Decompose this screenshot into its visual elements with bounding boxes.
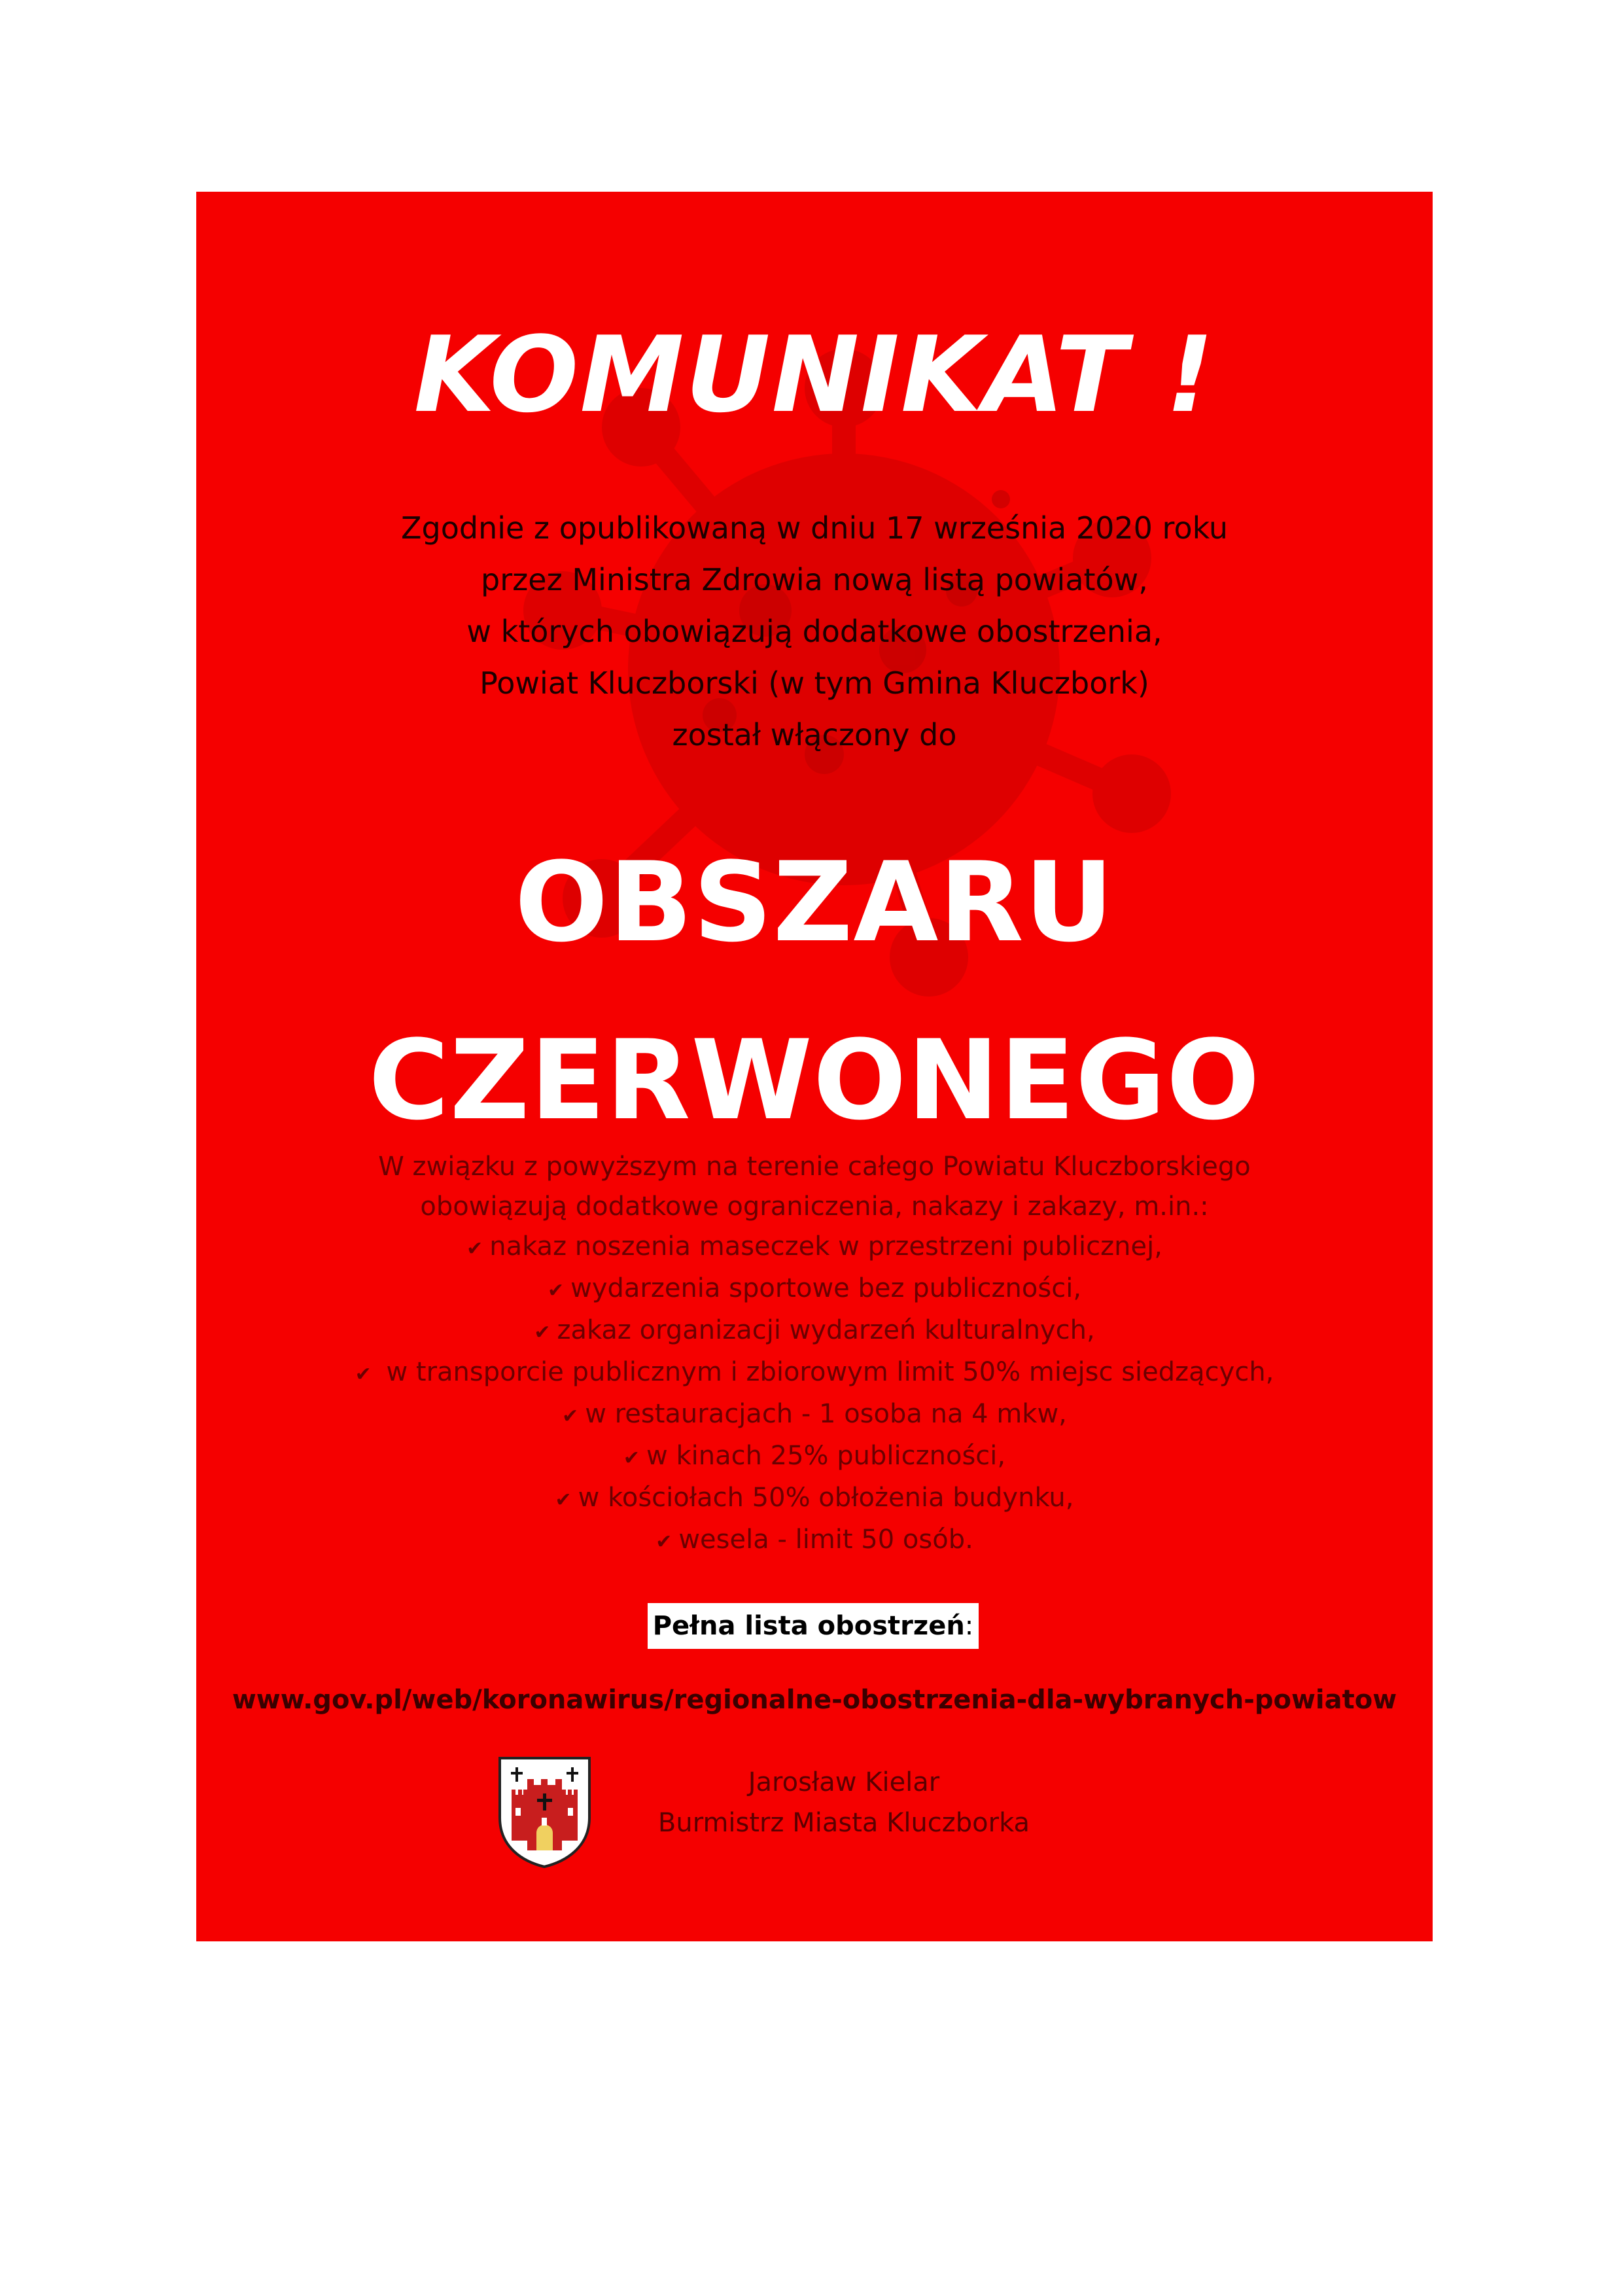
intro-paragraph bbox=[196, 503, 1433, 761]
restriction-item: ✔ wesela - limit 50 osób. bbox=[196, 1520, 1433, 1562]
body-line: W związku z powyższym na terenie całego Powiatu Kluczborskiego bbox=[378, 1152, 1251, 1182]
intro-line: Powiat Kluczborski (w tym Gmina Kluczbork) bbox=[480, 665, 1149, 701]
zone-headline-line: OBSZARU bbox=[514, 838, 1115, 966]
full-list-colon: : bbox=[964, 1611, 974, 1641]
poster-title: KOMUNIKAT ! bbox=[413, 313, 1215, 436]
signature-block bbox=[615, 1762, 1073, 1843]
restriction-item: ✔ nakaz noszenia maseczek w przestrzeni publicznej, bbox=[196, 1227, 1433, 1269]
intro-line: w których obowiązują dodatkowe obostrzenia, bbox=[466, 614, 1162, 649]
checkmark-icon: ✔ bbox=[534, 1321, 551, 1344]
restriction-item: ✔ w kinach 25% publiczności, bbox=[196, 1436, 1433, 1478]
body-line: obowiązują dodatkowe ograniczenia, nakazy i zakazy, m.in.: bbox=[420, 1192, 1209, 1222]
restrictions-url[interactable]: www.gov.pl/web/koronawirus/regionalne-obostrzenia-dla-wybranych-powiatow bbox=[232, 1685, 1397, 1715]
restriction-item: ✔ wydarzenia sportowe bez publiczności, bbox=[196, 1269, 1433, 1311]
checkmark-icon: ✔ bbox=[623, 1447, 640, 1470]
restriction-item: ✔ zakaz organizacji wydarzeń kulturalnych, bbox=[196, 1311, 1433, 1352]
checkmark-icon: ✔ bbox=[655, 1530, 672, 1553]
poster bbox=[196, 192, 1433, 1941]
intro-line: Zgodnie z opublikowaną w dniu 17 września 2020 roku bbox=[401, 510, 1228, 546]
intro-line: został włączony do bbox=[672, 717, 957, 752]
restriction-item: ✔ w kościołach 50% obłożenia budynku, bbox=[196, 1478, 1433, 1520]
checkmark-icon: ✔ bbox=[466, 1237, 483, 1260]
restrictions-section bbox=[196, 1147, 1433, 1562]
restriction-item: ✔ w restauracjach - 1 osoba na 4 mkw, bbox=[196, 1394, 1433, 1436]
signature-name: Jarosław Kielar bbox=[748, 1767, 940, 1797]
checkmark-icon: ✔ bbox=[555, 1489, 572, 1511]
zone-headline-line: CZERWONEGO bbox=[368, 1016, 1261, 1144]
full-list-label-box bbox=[648, 1603, 979, 1649]
full-list-label: Pełna lista obostrzeń bbox=[652, 1611, 965, 1641]
checkmark-icon: ✔ bbox=[547, 1279, 565, 1302]
checkmark-icon: ✔ bbox=[562, 1405, 579, 1428]
signature-title: Burmistrz Miasta Kluczborka bbox=[657, 1808, 1030, 1838]
checkmark-icon: ✔ bbox=[355, 1363, 372, 1386]
intro-line: przez Ministra Zdrowia nową listą powiatów, bbox=[481, 562, 1148, 597]
kluczbork-coat-of-arms-icon bbox=[497, 1756, 592, 1868]
zone-headline bbox=[196, 813, 1433, 1169]
restriction-item: ✔ w transporcie publicznym i zbiorowym limit 50% miejsc siedzących, bbox=[196, 1352, 1433, 1394]
